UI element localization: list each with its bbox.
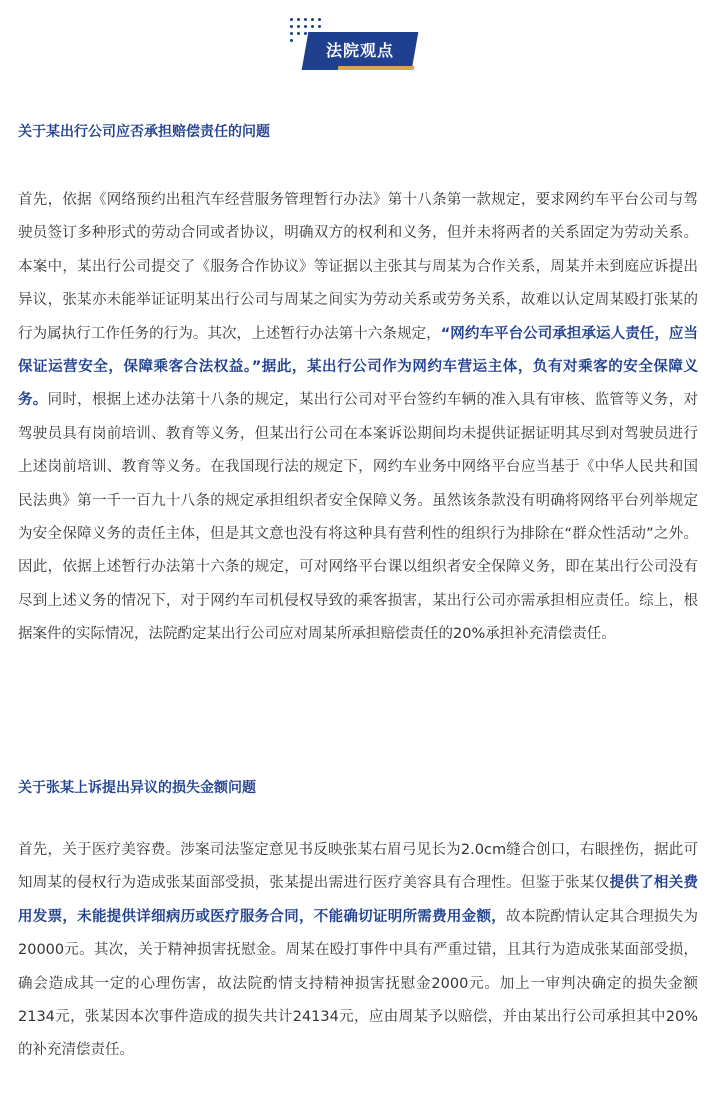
paragraph-text: 首先，关于医疗美容费。涉案司法鉴定意见书反映张某右眉弓见长为2.0cm缝合创口，右眼挫伤，据此可知周某的侵权行为造成张某面部受损，张某提出需进行医疗美容具有合理性。但鉴于张某仅: [18, 842, 698, 892]
paragraph-text: 同时，根据上述办法第十八条的规定，某出行公司对平台签约车辆的准入具有审核、监管等义务，对驾驶员具有岗前培训、教育等义务，但某出行公司在本案诉讼期间均未提供证据证明其尽到对驾驶员进行上述岗前培训、教育等义务。在我国现行法的规定下，网约车业务中网络平台应当基于《中华人民共和国民法典》第一千一百九十八条的规定承担组织者安全保障义务。虽然该条款没有明确将网络平台列举规定为安全保障义务的责任主体，但是其文意也没有将这种具有营利性的组织行为排除在“群众性活动”之外。因此，依据上述暂行办法第十六条的规定，可对网络平台课以组织者安全保障义务，即在某出行公司没有尽到上述义务的情况下，对于网约车司机侵权导致的乘客损害，某出行公司亦需承担相应责任。综上，根据案件的实际情况，法院酌定某出行公司应对周某所承担赔偿责任的20%承担补充清偿责任。: [18, 392, 698, 643]
paragraph-text: 故本院酌情认定其合理损失为20000元。其次，关于精神损害抚慰金。周某在殴打事件中具有严重过错，且其行为造成张某面部受损，确会造成其一定的心理伤害，故法院酌情支持精神损害抚慰金2000元。加上一审判决确定的损失金额2134元，张某因本次事件造成的损失共计24134元，应由周某予以赔偿，并由某出行公司承担其中20%的补充清偿责任。: [18, 908, 698, 1059]
paragraph-text: 首先，依据《网络预约出租汽车经营服务管理暂行办法》第十八条第一款规定，要求网约车平台公司与驾驶员签订多种形式的劳动合同或者协议，明确双方的权利和义务，但并未将两者的关系固定为劳动关系。本案中，某出行公司提交了《服务合作协议》等证据以主张其与周某为合作关系，周某并未到庭应诉提出异议，张某亦未能举证证明某出行公司与周某之间实为劳动关系或劳务关系，故难以认定周某殴打张某的行为属执行工作任务的行为。其次，上述暂行办法第十六条规定，: [18, 192, 698, 342]
body-paragraph: [18, 184, 698, 652]
paragraph-emphasis: “网约车平台公司承担承运人责任，应当保证运营安全，保障乘客合法权益。”据此，某出行公司作为网约车营运主体，负有对乘客的安全保障义务。: [18, 325, 698, 409]
paragraph-emphasis: 提供了相关费用发票，未能提供详细病历或医疗服务合同，不能确切证明所需费用金额，: [18, 875, 699, 925]
body-paragraph: [18, 834, 698, 1068]
section-title: 关于张某上诉提出异议的损失金额问题: [18, 780, 256, 796]
section-title: 关于某出行公司应否承担赔偿责任的问题: [18, 124, 270, 140]
badge-title: 法院观点: [325, 41, 394, 60]
